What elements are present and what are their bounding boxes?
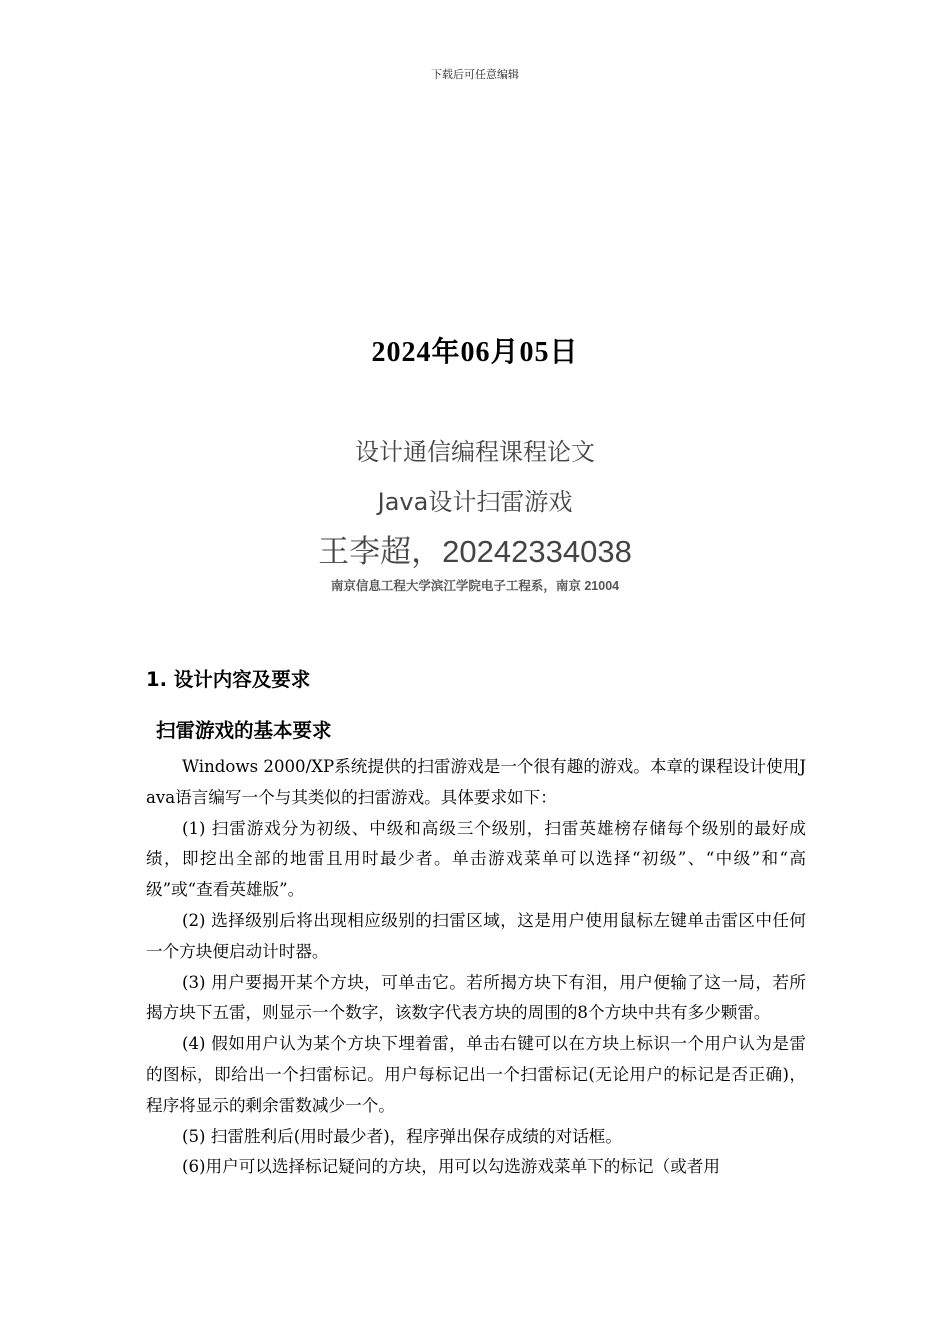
author-line: 王李超，20242334038 <box>318 534 632 569</box>
course-title: 设计通信编程课程论文 <box>355 438 595 466</box>
paragraph-req-6: (6)用户可以选择标记疑问的方块，用可以勾选游戏菜单下的标记（或者用 <box>182 1157 720 1177</box>
affiliation: 南京信息工程大学滨江学院电子工程系，南京 21004 <box>330 579 620 593</box>
paper-subject: Java设计扫雷游戏 <box>377 488 573 516</box>
header-note: 下载后可任意编辑 <box>431 68 519 81</box>
paragraph-intro: Windows 2000/XP系统提供的扫雷游戏是一个很有趣的游戏。本章的课程设计使用Java语言编写一个与其类似的扫雷游戏。具体要求如下： <box>146 757 806 807</box>
paragraph-req-4: (4) 假如用户认为某个方块下埋着雷，单击右键可以在方块上标识一个用户认为是雷的图标，即给出一个扫雷标记。用户每标记出一个扫雷标记(无论用户的标记是否正确)，程序将显示的剩余雷数减少一个。 <box>146 1034 806 1115</box>
paragraph-req-1: (1) 扫雷游戏分为初级、中级和高级三个级别，扫雷英雄榜存储每个级别的最好成绩，即挖出全部的地雷且用时最少者。单击游戏菜单可以选择“初级”、“中级”和“高级”或“查看英雄版”。 <box>146 818 806 900</box>
subsection-heading: 扫雷游戏的基本要求 <box>156 719 332 742</box>
section-heading: 1. 设计内容及要求 <box>146 668 311 691</box>
cover-date: 2024年06月05日 <box>371 337 579 368</box>
paragraph-req-5: (5) 扫雷胜利后(用时最少者)，程序弹出保存成绩的对话框。 <box>182 1126 622 1146</box>
paragraph-req-3: (3) 用户要揭开某个方块，可单击它。若所揭方块下有泪，用户便输了这一局，若所揭方块下五雷，则显示一个数字，该数字代表方块的周围的8个方块中共有多少颗雷。 <box>146 972 806 1023</box>
paragraph-req-2: (2) 选择级别后将出现相应级别的扫雷区域，这是用户使用鼠标左键单击雷区中任何一个方块便启动计时器。 <box>146 910 806 961</box>
body-text <box>146 752 806 1183</box>
